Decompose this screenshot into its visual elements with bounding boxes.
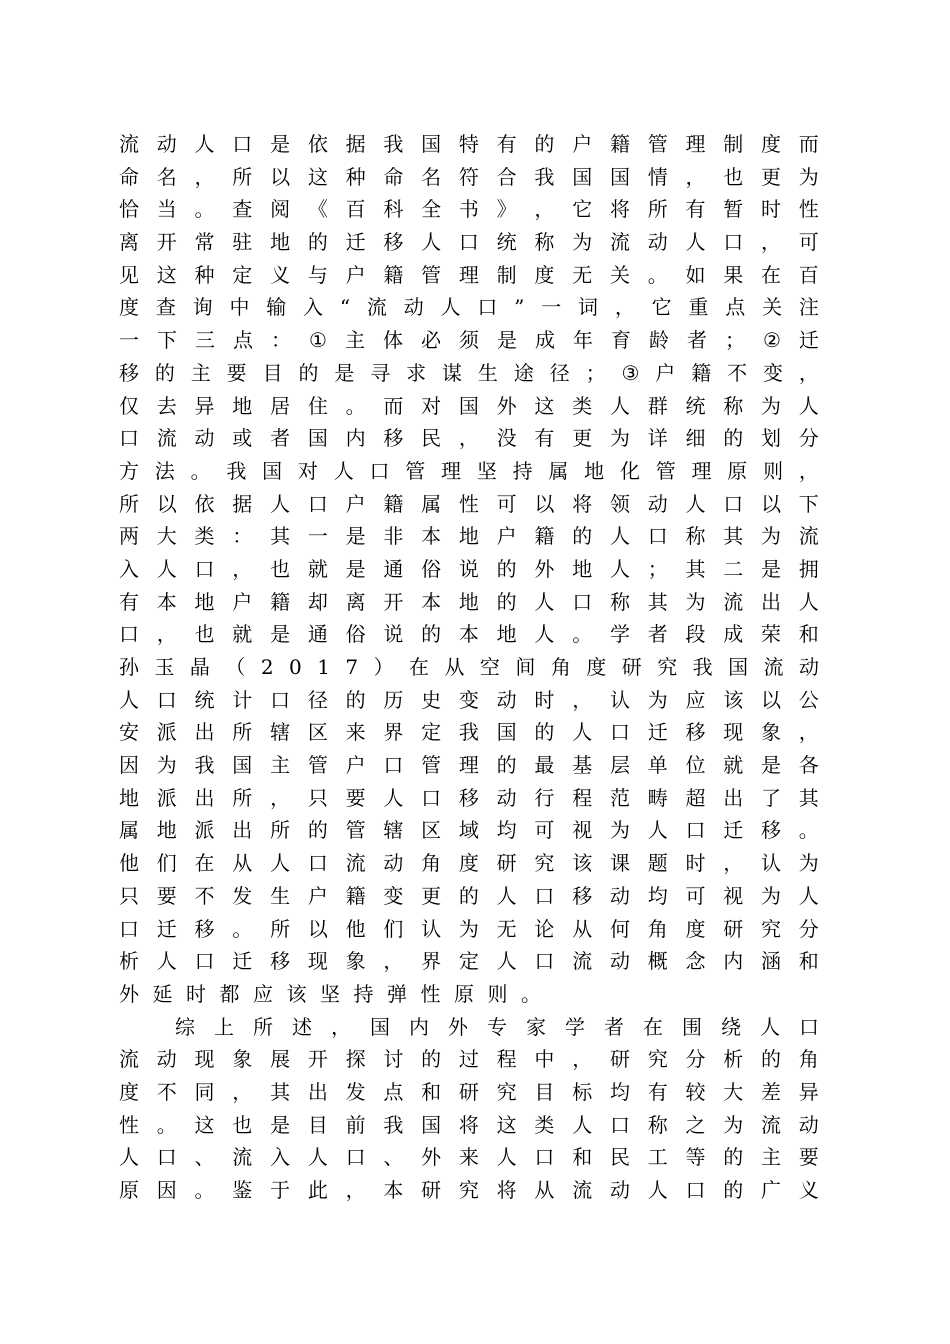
text-line: 流 动 人 口 是 依 据 我 国 特 有 的 户 籍 管 理 制 度 而 <box>119 132 819 156</box>
text-line: 人 口 、 流 入 人 口 、 外 来 人 口 和 民 工 等 的 主 要 <box>119 1145 819 1170</box>
text-line: 见 这 种 定 义 与 户 籍 管 理 制 度 无 关 。 如 果 在 百 <box>119 262 819 287</box>
text-line: 孙 玉 晶 （ 2 0 1 7 ） 在 从 空 间 角 度 研 究 我 国 流 动 <box>119 655 819 679</box>
body-text <box>119 128 819 1207</box>
text-line: 外延时都应该坚持弹性原则。 <box>119 981 555 1006</box>
text-line: 方 法 。 我 国 对 人 口 管 理 坚 持 属 地 化 管 理 原 则 ， <box>119 458 819 483</box>
text-line: 两 大 类 ： 其 一 是 非 本 地 户 籍 的 人 口 称 其 为 流 <box>119 524 819 549</box>
text-line: 他 们 在 从 人 口 流 动 角 度 研 究 该 课 题 时 ， 认 为 <box>119 851 819 876</box>
text-line: 命 名 ， 所 以 这 种 命 名 符 合 我 国 国 情 ， 也 更 为 <box>119 164 819 189</box>
text-line: 口 ， 也 就 是 通 俗 说 的 本 地 人 。 学 者 段 成 荣 和 <box>119 622 819 647</box>
text-line: 安 派 出 所 辖 区 来 界 定 我 国 的 人 口 迁 移 现 象 ， <box>119 720 819 745</box>
text-line: 有 本 地 户 籍 却 离 开 本 地 的 人 口 称 其 为 流 出 人 <box>119 589 819 614</box>
paragraph-first-line: 综 上 所 述 ， 国 内 外 专 家 学 者 在 围 绕 人 口 <box>175 1014 819 1039</box>
text-line: 只 要 不 发 生 户 籍 变 更 的 人 口 移 动 均 可 视 为 人 <box>119 883 819 908</box>
text-line: 仅 去 异 地 居 住 。 而 对 国 外 这 类 人 群 统 称 为 人 <box>119 393 819 418</box>
text-line: 性 。 这 也 是 目 前 我 国 将 这 类 人 口 称 之 为 流 动 <box>119 1112 819 1137</box>
text-line: 入 人 口 ， 也 就 是 通 俗 说 的 外 地 人 ； 其 二 是 拥 <box>119 556 819 581</box>
text-line: 移 的 主 要 目 的 是 寻 求 谋 生 途 径 ； ③ 户 籍 不 变 ， <box>119 360 819 385</box>
text-line: 度 不 同 ， 其 出 发 点 和 研 究 目 标 均 有 较 大 差 异 <box>119 1079 819 1104</box>
text-line: 因 为 我 国 主 管 户 口 管 理 的 最 基 层 单 位 就 是 各 <box>119 753 819 778</box>
text-line: 人 口 统 计 口 径 的 历 史 变 动 时 ， 认 为 应 该 以 公 <box>119 687 819 712</box>
text-line: 流 动 现 象 展 开 探 讨 的 过 程 中 ， 研 究 分 析 的 角 <box>119 1047 819 1072</box>
text-line: 度 查 询 中 输 入 “ 流 动 人 口 ” 一 词 ， 它 重 点 关 注 <box>119 295 819 320</box>
text-line: 所 以 依 据 人 口 户 籍 属 性 可 以 将 领 动 人 口 以 下 <box>119 491 819 516</box>
text-line: 口 迁 移 。 所 以 他 们 认 为 无 论 从 何 角 度 研 究 分 <box>119 916 819 941</box>
text-line: 恰 当 。 查 阅 《 百 科 全 书 》 ， 它 将 所 有 暂 时 性 <box>119 197 819 222</box>
text-line: 属 地 派 出 所 的 管 辖 区 域 均 可 视 为 人 口 迁 移 。 <box>119 818 819 843</box>
text-line: 原 因 。 鉴 于 此 ， 本 研 究 将 从 流 动 人 口 的 广 义 <box>119 1178 819 1202</box>
text-line: 离 开 常 驻 地 的 迁 移 人 口 统 称 为 流 动 人 口 ， 可 <box>119 230 819 255</box>
text-line: 一 下 三 点 ： ① 主 体 必 须 是 成 年 育 龄 者 ； ② 迁 <box>119 328 819 353</box>
text-line: 口 流 动 或 者 国 内 移 民 ， 没 有 更 为 详 细 的 划 分 <box>119 426 819 451</box>
text-line: 地 派 出 所 ， 只 要 人 口 移 动 行 程 范 畴 超 出 了 其 <box>119 785 819 810</box>
text-line: 析 人 口 迁 移 现 象 ， 界 定 人 口 流 动 概 念 内 涵 和 <box>119 949 819 974</box>
